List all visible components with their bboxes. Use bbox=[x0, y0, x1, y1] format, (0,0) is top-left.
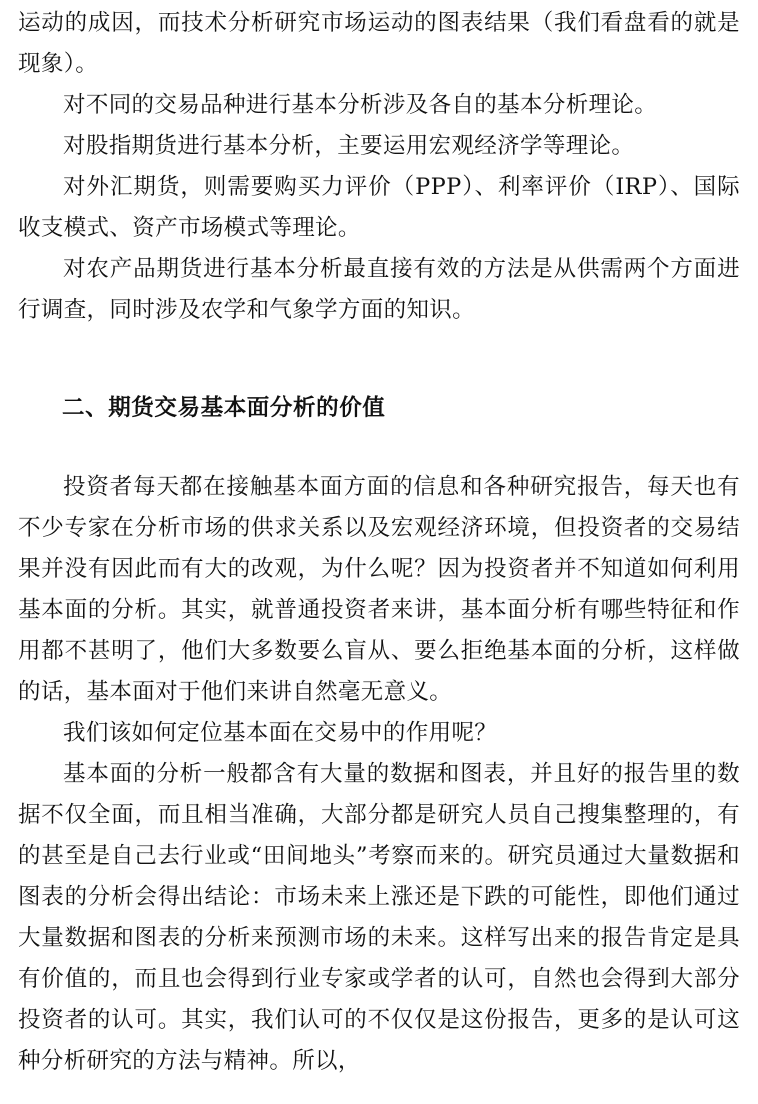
paragraph-question: 我们该如何定位基本面在交易中的作用呢？ bbox=[63, 720, 498, 746]
paragraph-continuation: 运动的成因，而技术分析研究市场运动的图表结果（我们看盘看的就是现象）。 bbox=[18, 10, 740, 77]
paragraph-agricultural-futures: 对农产品期货进行基本分析最直接有效的方法是从供需两个方面进行调查，同时涉及农学和气象学方面的知识。 bbox=[18, 256, 740, 323]
section-heading: 二、期货交易基本面分析的价值 bbox=[62, 395, 386, 421]
paragraph-fundamental-analysis-report: 基本面的分析一般都含有大量的数据和图表，并且好的报告里的数据不仅全面，而且相当准确，大部分都是研究人员自己搜集整理的，有的甚至是自己去行业或“田间地头”考察而来的。研究员通过大量数据和图表的分析会得出结论：市场未来上涨还是下跌的可能性，即他们通过大量数据和图表的分析来预测市场的未来。这样写出来的报告肯定是具有价值的，而且也会得到行业专家或学者的认可，自然也会得到大部分投资者的认可。其实，我们认可的不仅仅是这份报告，更多的是认可这种分析研究的方法与精神。所以， bbox=[18, 761, 740, 1074]
paragraph-stock-index-futures: 对股指期货进行基本分析，主要运用宏观经济学等理论。 bbox=[63, 133, 635, 159]
paragraph-forex-futures: 对外汇期货，则需要购买力评价（PPP）、利率评价（IRP）、国际收支模式、资产市场模式等理论。 bbox=[18, 174, 740, 241]
paragraph-investor-information: 投资者每天都在接触基本面方面的信息和各种研究报告，每天也有不少专家在分析市场的供求关系以及宏观经济环境，但投资者的交易结果并没有因此而有大的改观，为什么呢？因为投资者并不知道如何利用基本面的分析。其实，就普通投资者来讲，基本面分析有哪些特征和作用都不甚明了，他们大多数要么盲从、要么拒绝基本面的分析，这样做的话，基本面对于他们来讲自然毫无意义。 bbox=[18, 474, 740, 705]
paragraph-trading-varieties: 对不同的交易品种进行基本分析涉及各自的基本分析理论。 bbox=[63, 92, 658, 118]
